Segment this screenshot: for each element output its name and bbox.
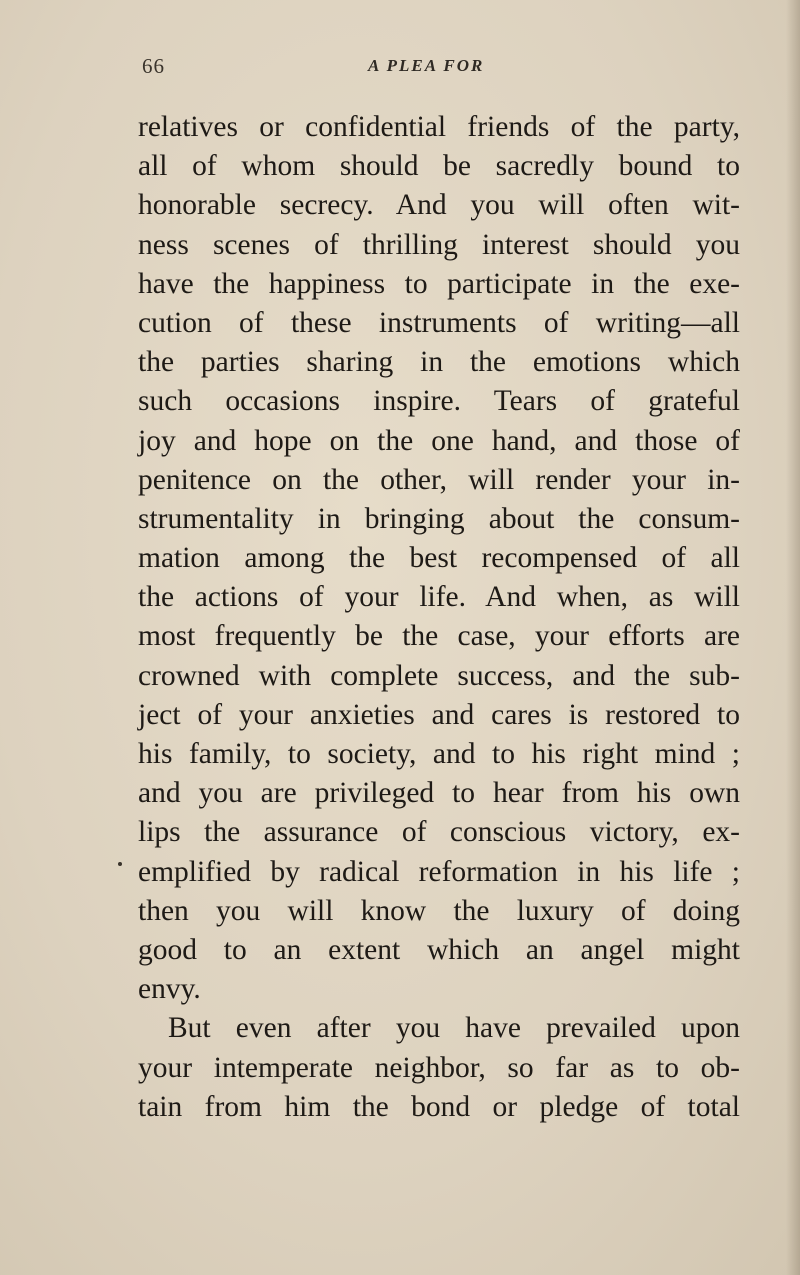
text-line: mation among the best recompensed of all bbox=[138, 542, 740, 575]
page-edge-shadow bbox=[786, 0, 800, 1275]
page-number: 66 bbox=[142, 54, 165, 78]
text-line: good to an extent which an angel might bbox=[138, 933, 740, 966]
text-line: the actions of your life. And when, as will bbox=[138, 581, 740, 614]
text-line: But even after you have prevailed upon bbox=[168, 1012, 740, 1045]
text-line: envy. bbox=[138, 973, 201, 1006]
text-line: ject of your anxieties and cares is restored to bbox=[138, 698, 740, 731]
text-line: your intemperate neighbor, so far as to ob- bbox=[138, 1051, 740, 1084]
text-line: his family, to society, and to his right mind ; bbox=[138, 738, 740, 770]
text-line: ness scenes of thrilling interest should you bbox=[138, 228, 740, 261]
text-line: penitence on the other, will render your in- bbox=[138, 463, 740, 496]
text-line: relatives or confidential friends of the party, bbox=[138, 111, 740, 143]
text-line: joy and hope on the one hand, and those of bbox=[138, 424, 740, 457]
text-line: and you are privileged to hear from his own bbox=[138, 777, 740, 810]
text-line: such occasions inspire. Tears of grateful bbox=[138, 385, 740, 418]
text-line: emplified by radical reformation in his life ; bbox=[138, 855, 740, 888]
text-line: all of whom should be sacredly bound to bbox=[138, 150, 740, 183]
text-line: cution of these instruments of writing—all bbox=[138, 306, 740, 339]
text-line: honorable secrecy. And you will often wit- bbox=[138, 189, 740, 222]
text-line: most frequently be the case, your efforts are bbox=[138, 620, 740, 653]
body-text bbox=[138, 108, 740, 1127]
text-line: have the happiness to participate in the exe- bbox=[138, 267, 740, 300]
text-line: crowned with complete success, and the sub- bbox=[138, 659, 740, 692]
running-head: A PLEA FOR bbox=[368, 56, 485, 75]
text-line: the parties sharing in the emotions which bbox=[138, 346, 740, 379]
text-line: then you will know the luxury of doing bbox=[138, 894, 740, 927]
text-line: strumentality in bringing about the consum- bbox=[138, 502, 740, 535]
margin-mark bbox=[118, 862, 122, 866]
page-header bbox=[0, 50, 800, 90]
text-line: lips the assurance of conscious victory, ex- bbox=[138, 816, 740, 849]
text-line: tain from him the bond or pledge of total bbox=[138, 1090, 740, 1123]
